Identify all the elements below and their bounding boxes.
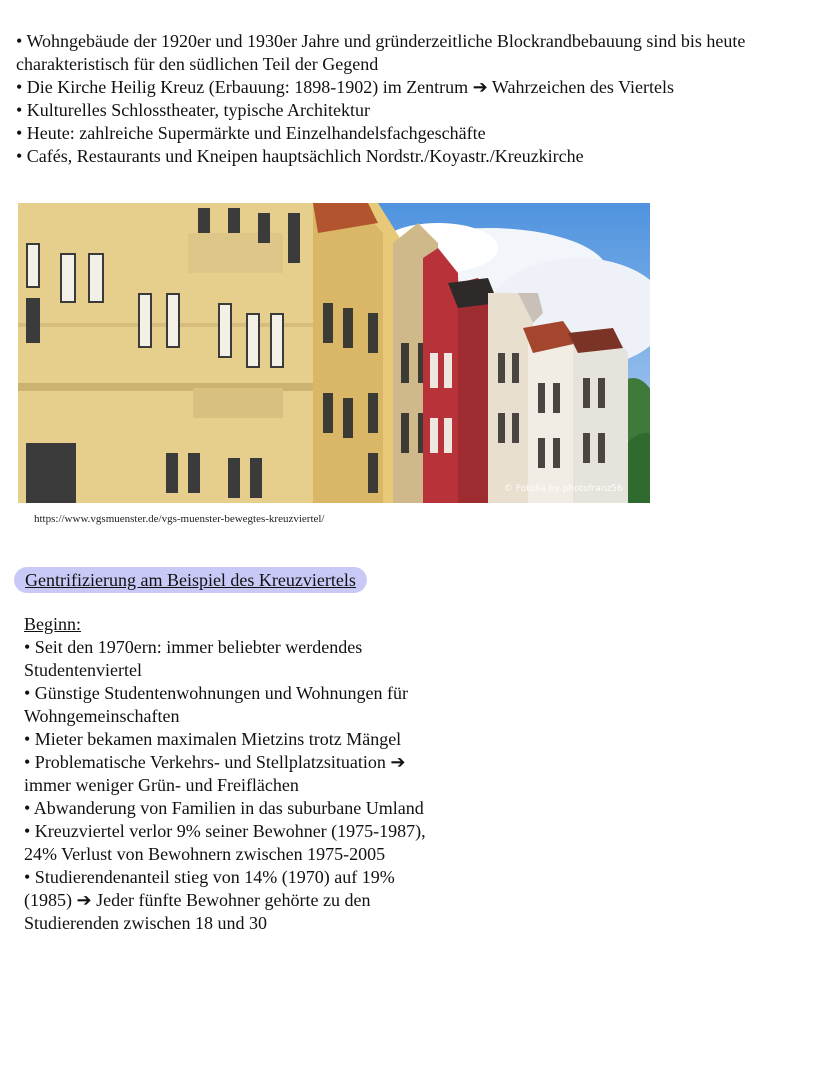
list-item: • Problematische Verkehrs- und Stellplatzsituation ➔ immer weniger Grün- und Freiflächen: [24, 752, 406, 795]
section-heading-text: Gentrifizierung am Beispiel des Kreuzviertels: [25, 570, 356, 590]
intro-bullet: • Heute: zahlreiche Supermärkte und Einzelhandelsfachgeschäfte: [16, 123, 486, 143]
list-item: • Mieter bekamen maximalen Mietzins trotz Mängel: [24, 729, 402, 749]
street-facades-photo: [18, 203, 650, 503]
intro-bullet: • Cafés, Restaurants und Kneipen hauptsächlich Nordstr./Koyastr./Kreuzkirche: [16, 146, 584, 166]
subheading-beginn: Beginn:: [24, 614, 81, 634]
gentrification-bullet-list: [24, 636, 444, 935]
list-item: • Kreuzviertel verlor 9% seiner Bewohner (1975-1987), 24% Verlust von Bewohnern zwischen 1975-2005: [24, 821, 426, 864]
list-item: • Studierendenanteil stieg von 14% (1970) auf 19% (1985) ➔ Jeder fünfte Bewohner gehörte zu den Studierenden zwischen 18 und 30: [24, 867, 395, 933]
intro-bullet: • Kulturelles Schlosstheater, typische Architektur: [16, 100, 370, 120]
intro-bullet: • Wohngebäude der 1920er und 1930er Jahre und gründerzeitliche Blockrandbebauung sind bis heute charakteristisch für den südlichen Teil der Gegend: [16, 31, 746, 74]
list-item: • Seit den 1970ern: immer beliebter werdendes Studentenviertel: [24, 637, 363, 680]
photo-watermark: © Fotolia by photofranz56: [504, 484, 623, 494]
intro-bullet-list: [16, 30, 806, 168]
list-item: • Günstige Studentenwohnungen und Wohnungen für Wohngemeinschaften: [24, 683, 408, 726]
image-source-url[interactable]: https://www.vgsmuenster.de/vgs-muenster-bewegtes-kreuzviertel/: [34, 513, 325, 525]
list-item: • Abwanderung von Familien in das suburbane Umland: [24, 798, 424, 818]
intro-bullet: • Die Kirche Heilig Kreuz (Erbauung: 1898-1902) im Zentrum ➔ Wahrzeichen des Viertels: [16, 77, 674, 97]
section-heading: [14, 567, 367, 593]
